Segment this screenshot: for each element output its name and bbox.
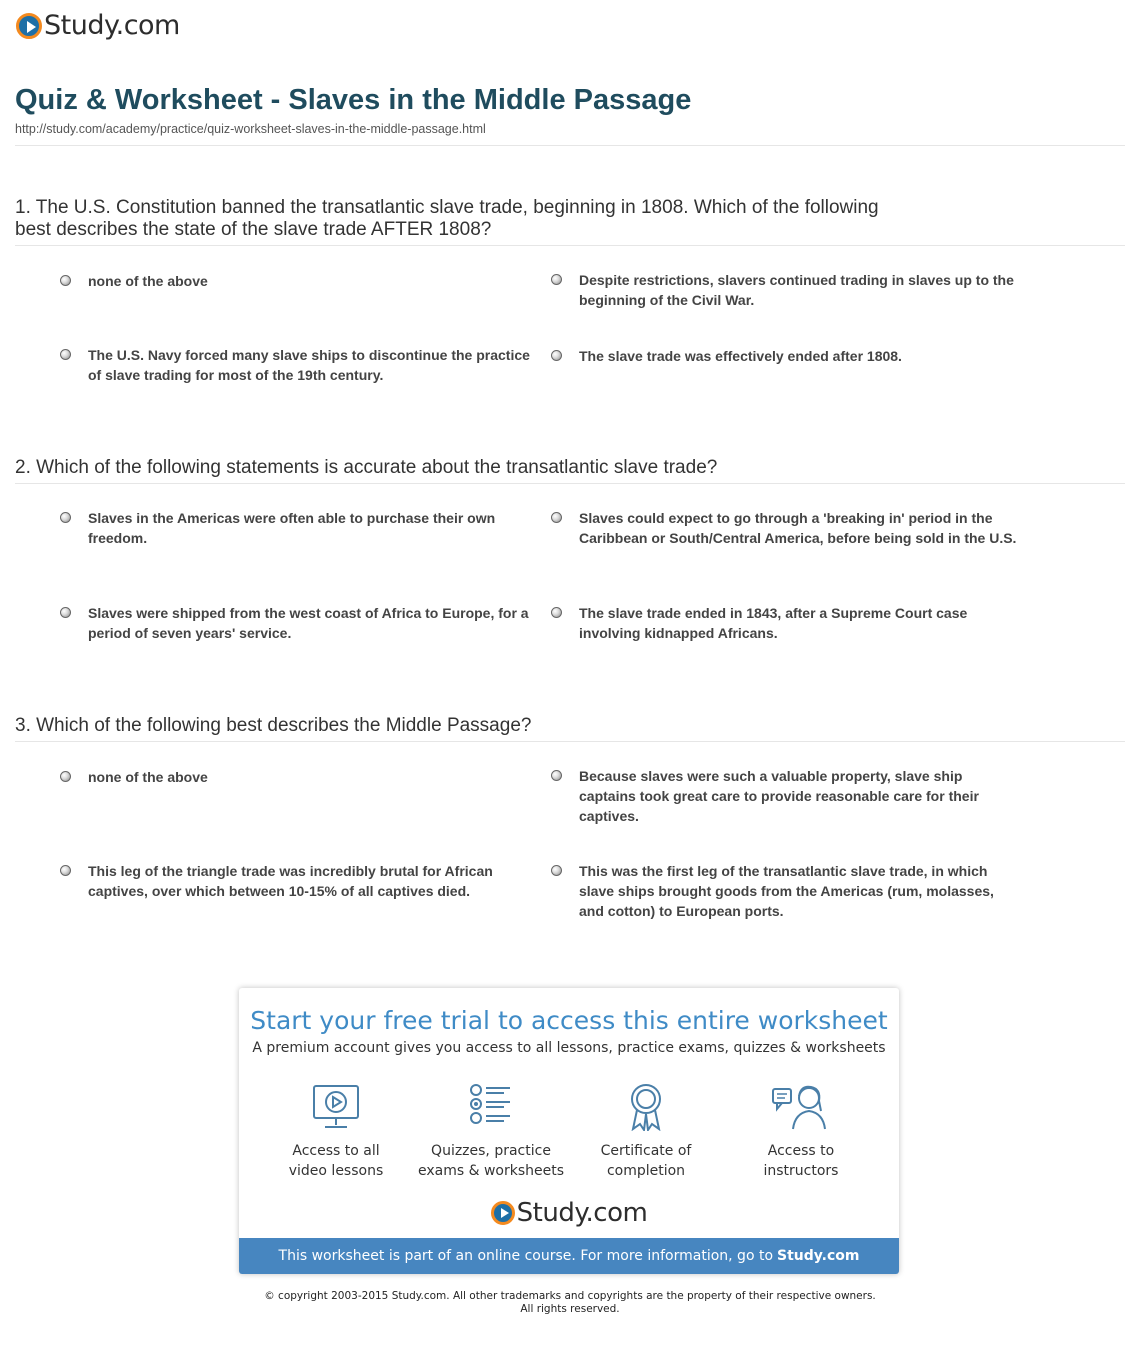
instructor-icon [771,1083,831,1131]
radio-button-icon[interactable] [551,350,562,361]
header-divider [15,145,1125,146]
answer-option[interactable] [60,861,530,901]
feature-label: instructors [763,1163,839,1179]
question-divider [15,245,1125,246]
play-icon [16,13,42,39]
feature-label: Quizzes, practice [431,1143,551,1159]
copyright-line: All rights reserved. [520,1303,620,1315]
feature-label: exams & worksheets [417,1163,565,1179]
question-2: 2. Which of the following statements is accurate about the transatlantic slave trade? [15,457,718,478]
answer-text: none of the above [88,273,208,289]
feature-quizzes [416,1083,566,1181]
question-1: 1. The U.S. Constitution banned the transatlantic slave trade, beginning in 1808. Which of the following best describes the state of the slave trade AFTER 1808? [15,197,879,240]
feature-label: video lessons [288,1163,384,1179]
promo-study-logo[interactable] [239,1198,899,1228]
feature-label: completion [606,1163,686,1179]
answer-text: The U.S. Navy forced many slave ships to discontinue the practice of slave trading for most of the 19th century. [88,347,530,383]
play-icon [491,1201,515,1225]
video-lesson-icon [311,1083,361,1131]
feature-instructors [726,1083,876,1181]
radio-button-icon[interactable] [551,512,562,523]
promo-subtitle: A premium account gives you access to all lessons, practice exams, quizzes & worksheets [252,1040,886,1056]
answer-option[interactable] [551,270,1021,310]
answer-text: This was the first leg of the transatlantic slave trade, in which slave ships brought goods from the Americas (rum, molasses, and cotton) to European ports. [579,863,994,919]
answer-option[interactable] [60,508,530,548]
answer-text: Despite restrictions, slavers continued trading in slaves up to the beginning of the Civil War. [579,272,1014,308]
radio-button-icon[interactable] [60,865,71,876]
answer-text: Slaves could expect to go through a 'breaking in' period in the Caribbean or South/Central America, before being sold in the U.S. [579,510,1017,546]
answer-option[interactable] [551,861,1021,921]
feature-label: Access to [767,1143,835,1159]
study-logo[interactable] [16,10,180,41]
answer-option[interactable] [60,345,530,385]
answer-text: This leg of the triangle trade was incredibly brutal for African captives, over which between 10-15% of all captives died. [88,863,493,899]
radio-button-icon[interactable] [60,512,71,523]
course-info-bar[interactable] [239,1238,899,1274]
answer-option[interactable] [60,767,530,787]
copyright-line: © copyright 2003-2015 Study.com. All other trademarks and copyrights are the property of their respective owners. [264,1290,876,1302]
answer-text: The slave trade ended in 1843, after a Supreme Court case involving kidnapped Africans. [579,605,968,641]
answer-option[interactable] [551,603,1021,643]
answer-option[interactable] [60,271,530,291]
quiz-list-icon [466,1083,516,1131]
feature-certificate [571,1083,721,1181]
radio-button-icon[interactable] [60,771,71,782]
answer-text: Slaves in the Americas were often able to purchase their own freedom. [88,510,496,546]
logo-text: Study.com [44,10,180,41]
radio-button-icon[interactable] [551,770,562,781]
question-divider [15,483,1125,484]
page-url: http://study.com/academy/practice/quiz-worksheet-slaves-in-the-middle-passage.html [15,122,486,136]
page-title: Quiz & Worksheet - Slaves in the Middle Passage [15,84,692,116]
answer-option[interactable] [551,766,1021,826]
promo-title[interactable]: Start your free trial to access this entire worksheet [250,1006,888,1035]
radio-button-icon[interactable] [551,865,562,876]
radio-button-icon[interactable] [551,607,562,618]
feature-video-lessons [261,1083,411,1181]
question-divider [15,741,1125,742]
radio-button-icon[interactable] [60,349,71,360]
radio-button-icon[interactable] [551,274,562,285]
answer-text: Slaves were shipped from the west coast of Africa to Europe, for a period of seven years' service. [88,605,529,641]
radio-button-icon[interactable] [60,275,71,286]
answer-option[interactable] [551,346,1021,366]
course-info-text: This worksheet is part of an online course. For more information, go to [278,1248,774,1264]
feature-label: Certificate of [600,1143,692,1159]
study-link[interactable]: Study.com [777,1248,860,1264]
answer-text: none of the above [88,769,208,785]
feature-label: Access to all [292,1143,380,1159]
answer-option[interactable] [60,603,530,643]
question-3: 3. Which of the following best describes the Middle Passage? [15,715,532,736]
free-trial-promo[interactable] [239,988,899,1274]
copyright [0,1290,1140,1316]
logo-text: Study.com [516,1198,648,1228]
answer-text: The slave trade was effectively ended after 1808. [579,348,902,364]
radio-button-icon[interactable] [60,607,71,618]
answer-option[interactable] [551,508,1021,548]
answer-text: Because slaves were such a valuable property, slave ship captains took great care to provide reasonable care for their captives. [579,768,979,824]
certificate-icon [621,1083,671,1131]
